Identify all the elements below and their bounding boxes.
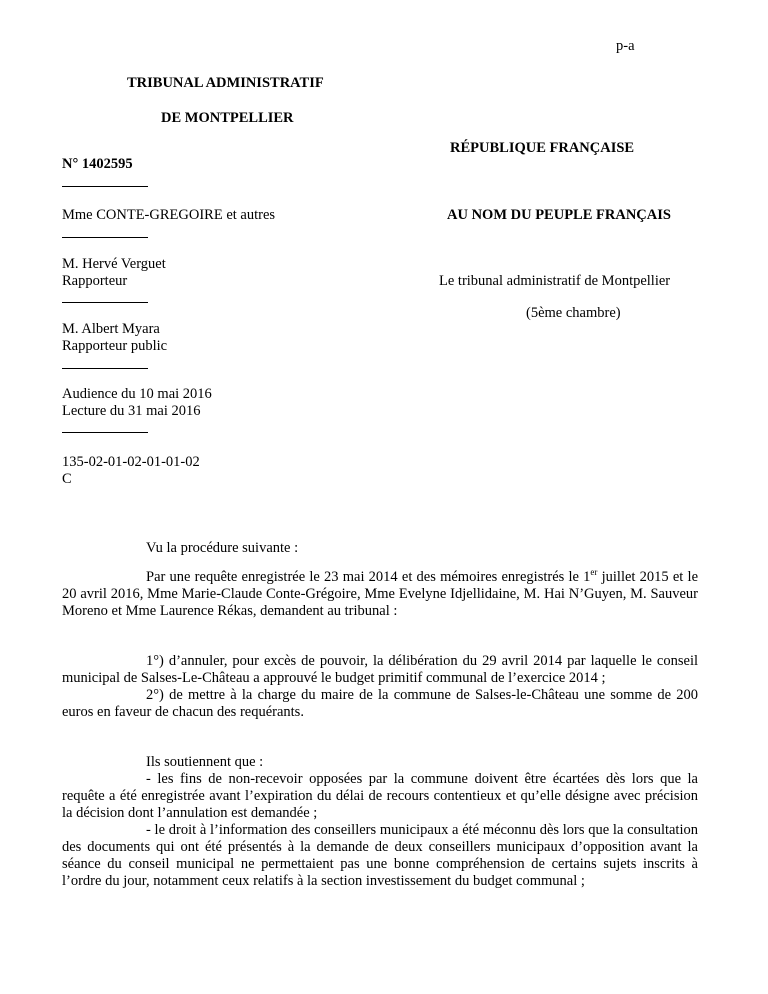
hearing-date: Audience du 10 mai 2016 xyxy=(62,386,212,402)
demand-1: 1°) d’annuler, pour excès de pouvoir, la délibération du 29 avril 2014 par laquelle le conseil municipal de Salses-Le-Château a approuvé le budget primitif communal de l’exercice 2014 ; xyxy=(62,653,698,686)
separator-rule xyxy=(62,368,148,369)
request-paragraph xyxy=(62,569,698,620)
demand-2: 2°) de mettre à la charge du maire de la commune de Salses-le-Château une somme de 200 euros en faveur de chacun des requérants. xyxy=(62,687,698,720)
republic-heading: RÉPUBLIQUE FRANÇAISE xyxy=(450,140,635,156)
parties: Mme CONTE-GREGOIRE et autres xyxy=(62,207,276,223)
claims-section xyxy=(62,754,698,890)
page-reference: p-a xyxy=(616,38,635,54)
procedure-intro: Vu la procédure suivante : xyxy=(146,540,299,556)
separator-rule xyxy=(62,186,148,187)
demands-section xyxy=(62,653,698,721)
claims-intro: Ils soutiennent que : xyxy=(146,754,264,770)
public-rapporteur-name: M. Albert Myara xyxy=(62,321,160,337)
court-name-line2: DE MONTPELLIER xyxy=(161,110,294,126)
classification-letter: C xyxy=(62,471,72,487)
claim-2: - le droit à l’information des conseillers municipaux a été méconnu dès lors que la consultation des documents qui ont été présentés à la demande de deux conseillers municipaux d’opposition avant la séance du conseil municipal ne permettaient pas une bonne compréhension de certains sujets inscrits à l’ordre du jour, notamment ceux relatifs à la section investissement du budget communal ; xyxy=(62,822,698,889)
tribunal-line: Le tribunal administratif de Montpellier xyxy=(439,273,671,289)
court-name-line1: TRIBUNAL ADMINISTRATIF xyxy=(127,75,324,91)
case-number: N° 1402595 xyxy=(62,156,133,172)
separator-rule xyxy=(62,432,148,433)
people-heading: AU NOM DU PEUPLE FRANÇAIS xyxy=(447,207,671,223)
separator-rule xyxy=(62,302,148,303)
rapporteur-role: Rapporteur xyxy=(62,273,128,289)
request-text: Par une requête enregistrée le 23 mai 2014 et des mémoires enregistrés le 1er juillet 2015 et le 20 avril 2016, Mme Marie-Claude Conte-Grégoire, Mme Evelyne Idjellidaine, M. Hai N’Guyen, M. Sauveur Moreno et Mme Laurence Rékas, demandent au tribunal : xyxy=(62,567,699,619)
separator-rule xyxy=(62,237,148,238)
classification-code: 135-02-01-02-01-01-02 xyxy=(62,454,200,470)
reading-date: Lecture du 31 mai 2016 xyxy=(62,403,201,419)
procedure-section xyxy=(62,540,698,557)
rapporteur-name: M. Hervé Verguet xyxy=(62,256,166,272)
public-rapporteur-role: Rapporteur public xyxy=(62,338,168,354)
claim-1: - les fins de non-recevoir opposées par la commune doivent être écartées dès lors que la requête a été enregistrée avant l’expiration du délai de recours contentieux et qu’elle désigne avec précision la décision dont l’annulation est demandée ; xyxy=(62,771,698,821)
chamber-line: (5ème chambre) xyxy=(526,305,621,321)
